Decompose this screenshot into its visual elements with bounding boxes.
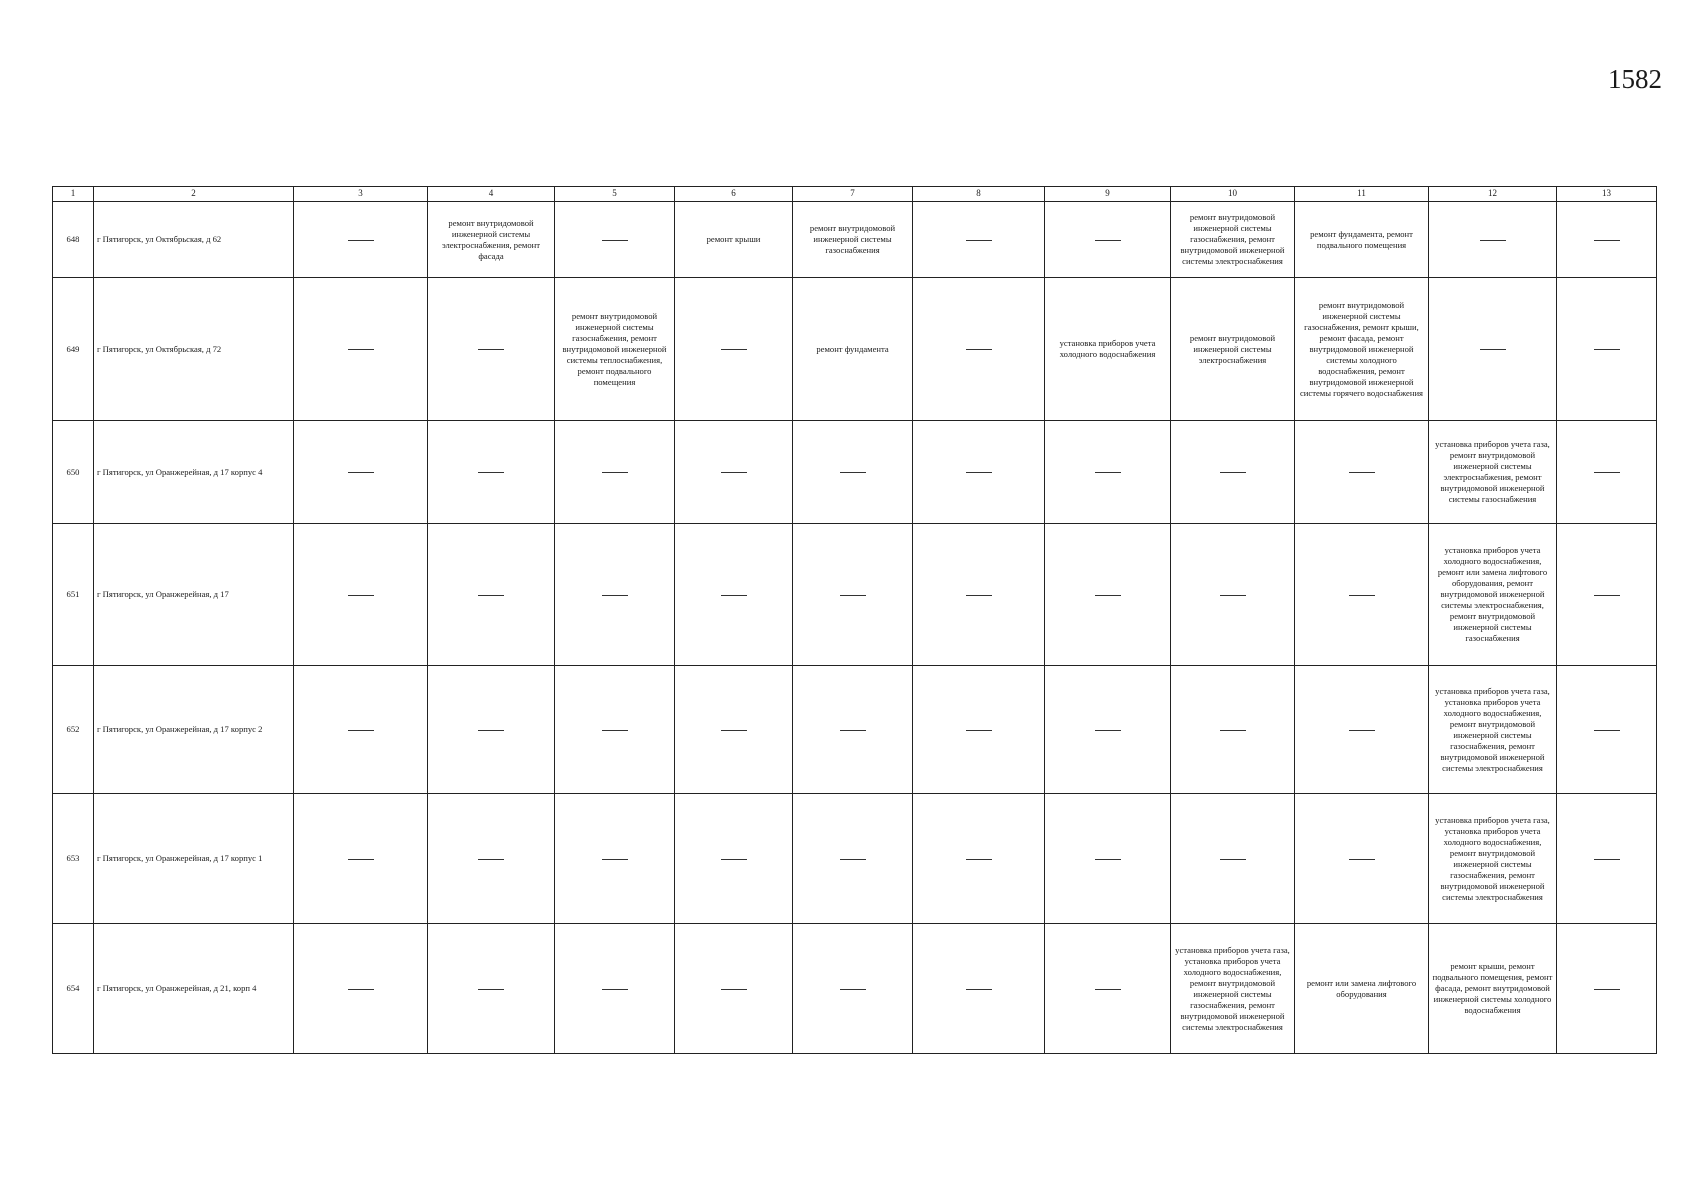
dash-mark [1349, 859, 1375, 860]
empty-cell [1045, 524, 1171, 666]
dash-mark [840, 859, 866, 860]
dash-mark [1594, 349, 1620, 350]
dash-mark [721, 989, 747, 990]
row-number: 654 [53, 924, 94, 1054]
empty-cell [913, 524, 1045, 666]
column-number-7: 7 [793, 187, 913, 202]
work-type-cell: ремонт внутридомовой инженерной системы электроснабжения, ремонт фасада [428, 202, 555, 278]
column-number-3: 3 [294, 187, 428, 202]
empty-cell [555, 421, 675, 524]
empty-cell [294, 421, 428, 524]
dash-mark [602, 240, 628, 241]
empty-cell [1045, 794, 1171, 924]
empty-cell [1171, 421, 1295, 524]
empty-cell [428, 794, 555, 924]
dash-mark [721, 730, 747, 731]
work-type-cell: ремонт внутридомовой инженерной системы газоснабжения, ремонт внутридомовой инженерной системы электроснабжения [1171, 202, 1295, 278]
empty-cell [1171, 794, 1295, 924]
empty-cell [913, 924, 1045, 1054]
empty-cell [1557, 524, 1657, 666]
address-cell: г Пятигорск, ул Октябрьская, д 72 [94, 278, 294, 421]
column-number-8: 8 [913, 187, 1045, 202]
address-cell: г Пятигорск, ул Оранжерейная, д 17 корпус 2 [94, 666, 294, 794]
table-row [53, 666, 1657, 794]
dash-mark [1095, 859, 1121, 860]
work-type-cell: ремонт фундамента [793, 278, 913, 421]
dash-mark [478, 989, 504, 990]
work-type-cell: ремонт или замена лифтового оборудования [1295, 924, 1429, 1054]
empty-cell [294, 202, 428, 278]
dash-mark [1220, 730, 1246, 731]
table-row [53, 794, 1657, 924]
empty-cell [675, 278, 793, 421]
dash-mark [1349, 595, 1375, 596]
dash-mark [348, 989, 374, 990]
dash-mark [348, 859, 374, 860]
work-type-cell: ремонт внутридомовой инженерной системы газоснабжения, ремонт крыши, ремонт фасада, ремонт внутридомовой инженерной системы холодного водоснабжения, ремонт внутридомовой инженерной системы горячего водоснабжения [1295, 278, 1429, 421]
work-type-cell: ремонт фундамента, ремонт подвального помещения [1295, 202, 1429, 278]
address-cell: г Пятигорск, ул Оранжерейная, д 17 корпус 4 [94, 421, 294, 524]
empty-cell [1045, 924, 1171, 1054]
empty-cell [913, 278, 1045, 421]
dash-mark [602, 472, 628, 473]
dash-mark [1095, 989, 1121, 990]
empty-cell [793, 924, 913, 1054]
table-row [53, 278, 1657, 421]
dash-mark [966, 240, 992, 241]
dash-mark [1095, 730, 1121, 731]
empty-cell [1557, 202, 1657, 278]
dash-mark [478, 730, 504, 731]
empty-cell [1045, 666, 1171, 794]
column-number-10: 10 [1171, 187, 1295, 202]
empty-cell [913, 421, 1045, 524]
empty-cell [1429, 278, 1557, 421]
empty-cell [1295, 524, 1429, 666]
empty-cell [913, 794, 1045, 924]
row-number: 650 [53, 421, 94, 524]
empty-cell [428, 421, 555, 524]
dash-mark [840, 730, 866, 731]
dash-mark [966, 595, 992, 596]
dash-mark [348, 240, 374, 241]
work-type-cell: установка приборов учета газа, установка приборов учета холодного водоснабжения, ремонт внутридомовой инженерной системы газоснабжения, ремонт внутридомовой инженерной системы электроснабжения [1429, 666, 1557, 794]
row-number: 652 [53, 666, 94, 794]
row-number: 649 [53, 278, 94, 421]
dash-mark [1095, 595, 1121, 596]
dash-mark [1220, 595, 1246, 596]
row-number: 651 [53, 524, 94, 666]
empty-cell [428, 666, 555, 794]
empty-cell [1557, 421, 1657, 524]
work-type-cell: установка приборов учета холодного водоснабжения, ремонт или замена лифтового оборудования, ремонт внутридомовой инженерной системы электроснабжения, ремонт внутридомовой инженерной системы газоснабжения [1429, 524, 1557, 666]
dash-mark [478, 859, 504, 860]
empty-cell [675, 666, 793, 794]
dash-mark [721, 595, 747, 596]
table-row [53, 421, 1657, 524]
dash-mark [602, 595, 628, 596]
dash-mark [966, 730, 992, 731]
work-type-cell: ремонт внутридомовой инженерной системы электроснабжения [1171, 278, 1295, 421]
empty-cell [1295, 421, 1429, 524]
column-number-6: 6 [675, 187, 793, 202]
address-cell: г Пятигорск, ул Оранжерейная, д 21, корп 4 [94, 924, 294, 1054]
dash-mark [1594, 595, 1620, 596]
dash-mark [348, 349, 374, 350]
column-number-12: 12 [1429, 187, 1557, 202]
dash-mark [1349, 730, 1375, 731]
dash-mark [1480, 240, 1506, 241]
empty-cell [913, 202, 1045, 278]
empty-cell [793, 794, 913, 924]
dash-mark [1594, 730, 1620, 731]
dash-mark [966, 859, 992, 860]
dash-mark [721, 472, 747, 473]
address-cell: г Пятигорск, ул Оранжерейная, д 17 [94, 524, 294, 666]
dash-mark [602, 730, 628, 731]
dash-mark [1480, 349, 1506, 350]
table-row [53, 524, 1657, 666]
work-type-cell: установка приборов учета газа, установка приборов учета холодного водоснабжения, ремонт внутридомовой инженерной системы газоснабжения, ремонт внутридомовой инженерной системы электроснабжения [1429, 794, 1557, 924]
dash-mark [1594, 859, 1620, 860]
empty-cell [793, 524, 913, 666]
work-type-cell: установка приборов учета холодного водоснабжения [1045, 278, 1171, 421]
dash-mark [348, 595, 374, 596]
column-number-11: 11 [1295, 187, 1429, 202]
dash-mark [602, 989, 628, 990]
address-cell: г Пятигорск, ул Оранжерейная, д 17 корпус 1 [94, 794, 294, 924]
dash-mark [840, 472, 866, 473]
repair-schedule-table [52, 186, 1657, 1054]
work-type-cell: ремонт крыши [675, 202, 793, 278]
work-type-cell: ремонт крыши, ремонт подвального помещения, ремонт фасада, ремонт внутридомовой инженерной системы холодного водоснабжения [1429, 924, 1557, 1054]
empty-cell [1295, 666, 1429, 794]
empty-cell [1557, 666, 1657, 794]
column-number-5: 5 [555, 187, 675, 202]
empty-cell [1429, 202, 1557, 278]
dash-mark [1349, 472, 1375, 473]
work-type-cell: установка приборов учета газа, ремонт внутридомовой инженерной системы электроснабжения, ремонт внутридомовой инженерной системы газоснабжения [1429, 421, 1557, 524]
empty-cell [1045, 202, 1171, 278]
work-type-cell: ремонт внутридомовой инженерной системы газоснабжения, ремонт внутридомовой инженерной системы теплоснабжения, ремонт подвального помещения [555, 278, 675, 421]
table-row [53, 924, 1657, 1054]
work-type-cell: установка приборов учета газа, установка приборов учета холодного водоснабжения, ремонт внутридомовой инженерной системы газоснабжения, ремонт внутридомовой инженерной системы электроснабжения [1171, 924, 1295, 1054]
dash-mark [478, 349, 504, 350]
column-number-13: 13 [1557, 187, 1657, 202]
empty-cell [555, 524, 675, 666]
empty-cell [1557, 924, 1657, 1054]
dash-mark [348, 472, 374, 473]
header-row [53, 187, 1657, 202]
dash-mark [602, 859, 628, 860]
dash-mark [840, 989, 866, 990]
empty-cell [1171, 666, 1295, 794]
dash-mark [966, 472, 992, 473]
empty-cell [1171, 524, 1295, 666]
empty-cell [555, 924, 675, 1054]
empty-cell [1557, 794, 1657, 924]
empty-cell [793, 421, 913, 524]
dash-mark [1220, 859, 1246, 860]
address-cell: г Пятигорск, ул Октябрьская, д 62 [94, 202, 294, 278]
empty-cell [294, 278, 428, 421]
empty-cell [294, 794, 428, 924]
empty-cell [1295, 794, 1429, 924]
column-number-1: 1 [53, 187, 94, 202]
empty-cell [555, 666, 675, 794]
page-number: 1582 [1608, 64, 1662, 94]
empty-cell [913, 666, 1045, 794]
table-row [53, 202, 1657, 278]
dash-mark [966, 989, 992, 990]
empty-cell [428, 924, 555, 1054]
empty-cell [675, 421, 793, 524]
dash-mark [721, 859, 747, 860]
dash-mark [721, 349, 747, 350]
empty-cell [428, 278, 555, 421]
empty-cell [675, 794, 793, 924]
column-number-4: 4 [428, 187, 555, 202]
dash-mark [1594, 472, 1620, 473]
work-type-cell: ремонт внутридомовой инженерной системы газоснабжения [793, 202, 913, 278]
empty-cell [428, 524, 555, 666]
empty-cell [555, 794, 675, 924]
empty-cell [1045, 421, 1171, 524]
column-number-2: 2 [94, 187, 294, 202]
dash-mark [348, 730, 374, 731]
column-number-9: 9 [1045, 187, 1171, 202]
empty-cell [675, 924, 793, 1054]
dash-mark [1095, 472, 1121, 473]
empty-cell [1557, 278, 1657, 421]
dash-mark [1594, 240, 1620, 241]
row-number: 648 [53, 202, 94, 278]
empty-cell [793, 666, 913, 794]
empty-cell [294, 924, 428, 1054]
dash-mark [1095, 240, 1121, 241]
empty-cell [294, 524, 428, 666]
dash-mark [840, 595, 866, 596]
empty-cell [675, 524, 793, 666]
dash-mark [1594, 989, 1620, 990]
empty-cell [555, 202, 675, 278]
empty-cell [294, 666, 428, 794]
row-number: 653 [53, 794, 94, 924]
dash-mark [478, 595, 504, 596]
dash-mark [966, 349, 992, 350]
dash-mark [478, 472, 504, 473]
dash-mark [1220, 472, 1246, 473]
